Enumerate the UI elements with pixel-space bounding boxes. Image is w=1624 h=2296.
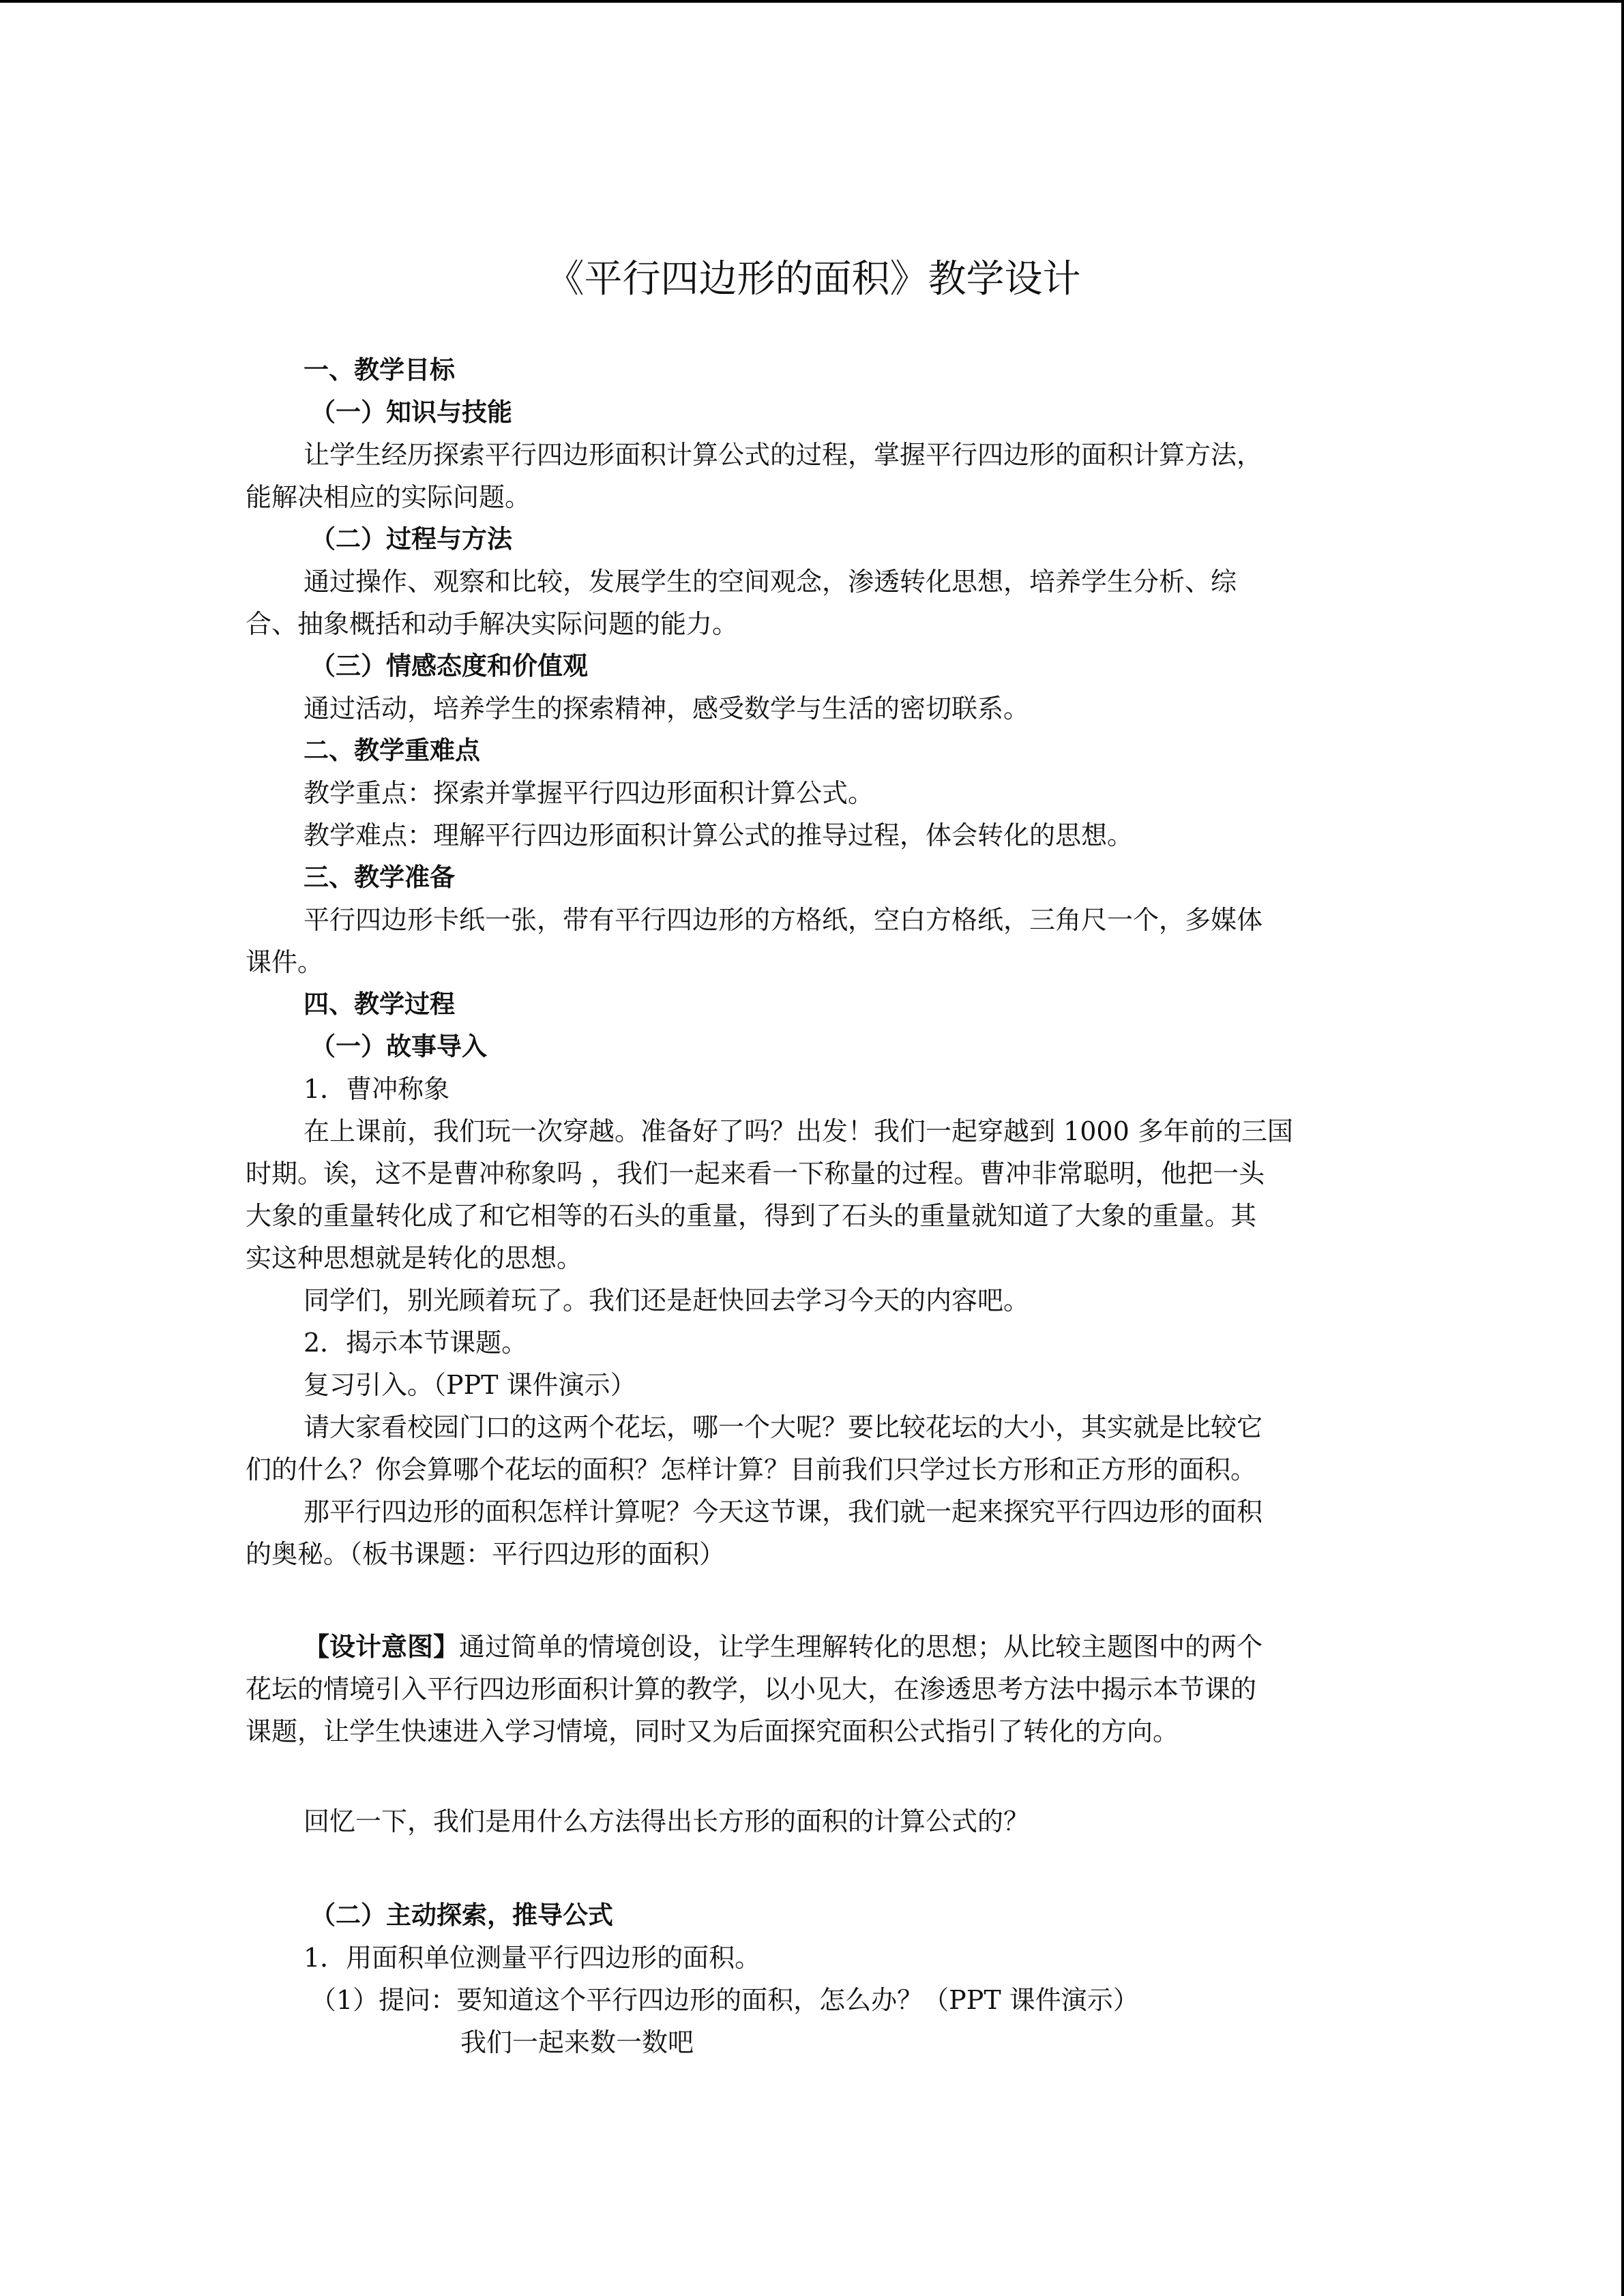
list-item-heading: 1．用面积单位测量平行四边形的面积。 [304,1943,761,1973]
paragraph-line: 合、抽象概括和动手解决实际问题的能力。 [246,609,739,639]
paragraph-line: 通过操作、观察和比较，发展学生的空间观念，渗透转化思想，培养学生分析、综 [304,567,1237,597]
paragraph-line: 教学重点：探索并掌握平行四边形面积计算公式。 [304,778,874,808]
design-intent-line [304,1626,1263,1668]
paragraph-line: 那平行四边形的面积怎样计算呢？今天这节课，我们就一起来探究平行四边形的面积 [304,1497,1263,1527]
paragraph-line: 大象的重量转化成了和它相等的石头的重量，得到了石头的重量就知道了大象的重量。其 [246,1201,1257,1231]
paragraph-line: 同学们，别光顾着玩了。我们还是赶快回去学习今天的内容吧。 [304,1285,1030,1315]
paragraph-line: 课件。 [246,947,324,977]
paragraph-line: 教学难点：理解平行四边形面积计算公式的推导过程，体会转化的思想。 [304,820,1134,850]
design-intent-text: 通过简单的情境创设，让学生理解转化的思想；从比较主题图中的两个 [459,1632,1263,1662]
page-right-border [1621,0,1624,2296]
page-top-border [0,0,1624,3]
paragraph-line: 平行四边形卡纸一张，带有平行四边形的方格纸，空白方格纸，三角尺一个，多媒体 [304,905,1263,935]
design-intent-label: 【设计意图】 [304,1632,460,1662]
list-item-heading: 1．曹冲称象 [304,1074,450,1104]
paragraph-line: 时期。诶，这不是曹冲称象吗 ，我们一起来看一下称量的过程。曹冲非常聪明，他把一头 [246,1159,1265,1189]
paragraph-line: 我们一起来数一数吧 [460,2027,694,2057]
subheading-knowledge-skills: （一）知识与技能 [310,398,512,427]
paragraph-line: 回忆一下，我们是用什么方法得出长方形的面积的计算公式的？ [304,1806,1030,1836]
paragraph-line: 们的什么？你会算哪个花坛的面积？怎样计算？目前我们只学过长方形和正方形的面积。 [246,1455,1257,1485]
paragraph-line: 复习引入。（PPT 课件演示） [304,1370,636,1400]
section-heading-process: 四、教学过程 [304,989,455,1019]
list-item-heading: 2．揭示本节课题。 [304,1328,528,1358]
paragraph-line: 能解决相应的实际问题。 [246,482,531,512]
section-heading-objectives: 一、教学目标 [304,355,455,385]
subheading-process-method: （二）过程与方法 [310,524,512,554]
subheading-attitude-values: （三）情感态度和价值观 [310,651,588,681]
paragraph-line: 在上课前，我们玩一次穿越。准备好了吗？出发！我们一起穿越到 1000 多年前的三国 [304,1116,1293,1146]
paragraph-line: 的奥秘。（板书课题：平行四边形的面积） [246,1539,726,1569]
paragraph-line: 让学生经历探索平行四边形面积计算公式的过程，掌握平行四边形的面积计算方法， [304,440,1263,470]
paragraph-line: 请大家看校园门口的这两个花坛，哪一个大呢？要比较花坛的大小，其实就是比较它 [304,1412,1263,1442]
subheading-explore-derive: （二）主动探索，推导公式 [310,1900,613,1930]
paragraph-line: 花坛的情境引入平行四边形面积计算的教学，以小见大，在渗透思考方法中揭示本节课的 [246,1674,1257,1704]
section-heading-key-points: 二、教学重难点 [304,736,480,765]
document-title: 《平行四边形的面积》教学设计 [546,257,1081,301]
paragraph-line: （1）提问：要知道这个平行四边形的面积，怎么办？（PPT 课件演示） [310,1985,1139,2015]
subheading-story-intro: （一）故事导入 [310,1032,487,1061]
paragraph-line: 课题，让学生快速进入学习情境，同时又为后面探究面积公式指引了转化的方向。 [246,1716,1179,1746]
paragraph-line: 实这种思想就是转化的思想。 [246,1243,583,1273]
section-heading-preparation: 三、教学准备 [304,863,455,892]
paragraph-line: 通过活动，培养学生的探索精神，感受数学与生活的密切联系。 [304,694,1030,724]
